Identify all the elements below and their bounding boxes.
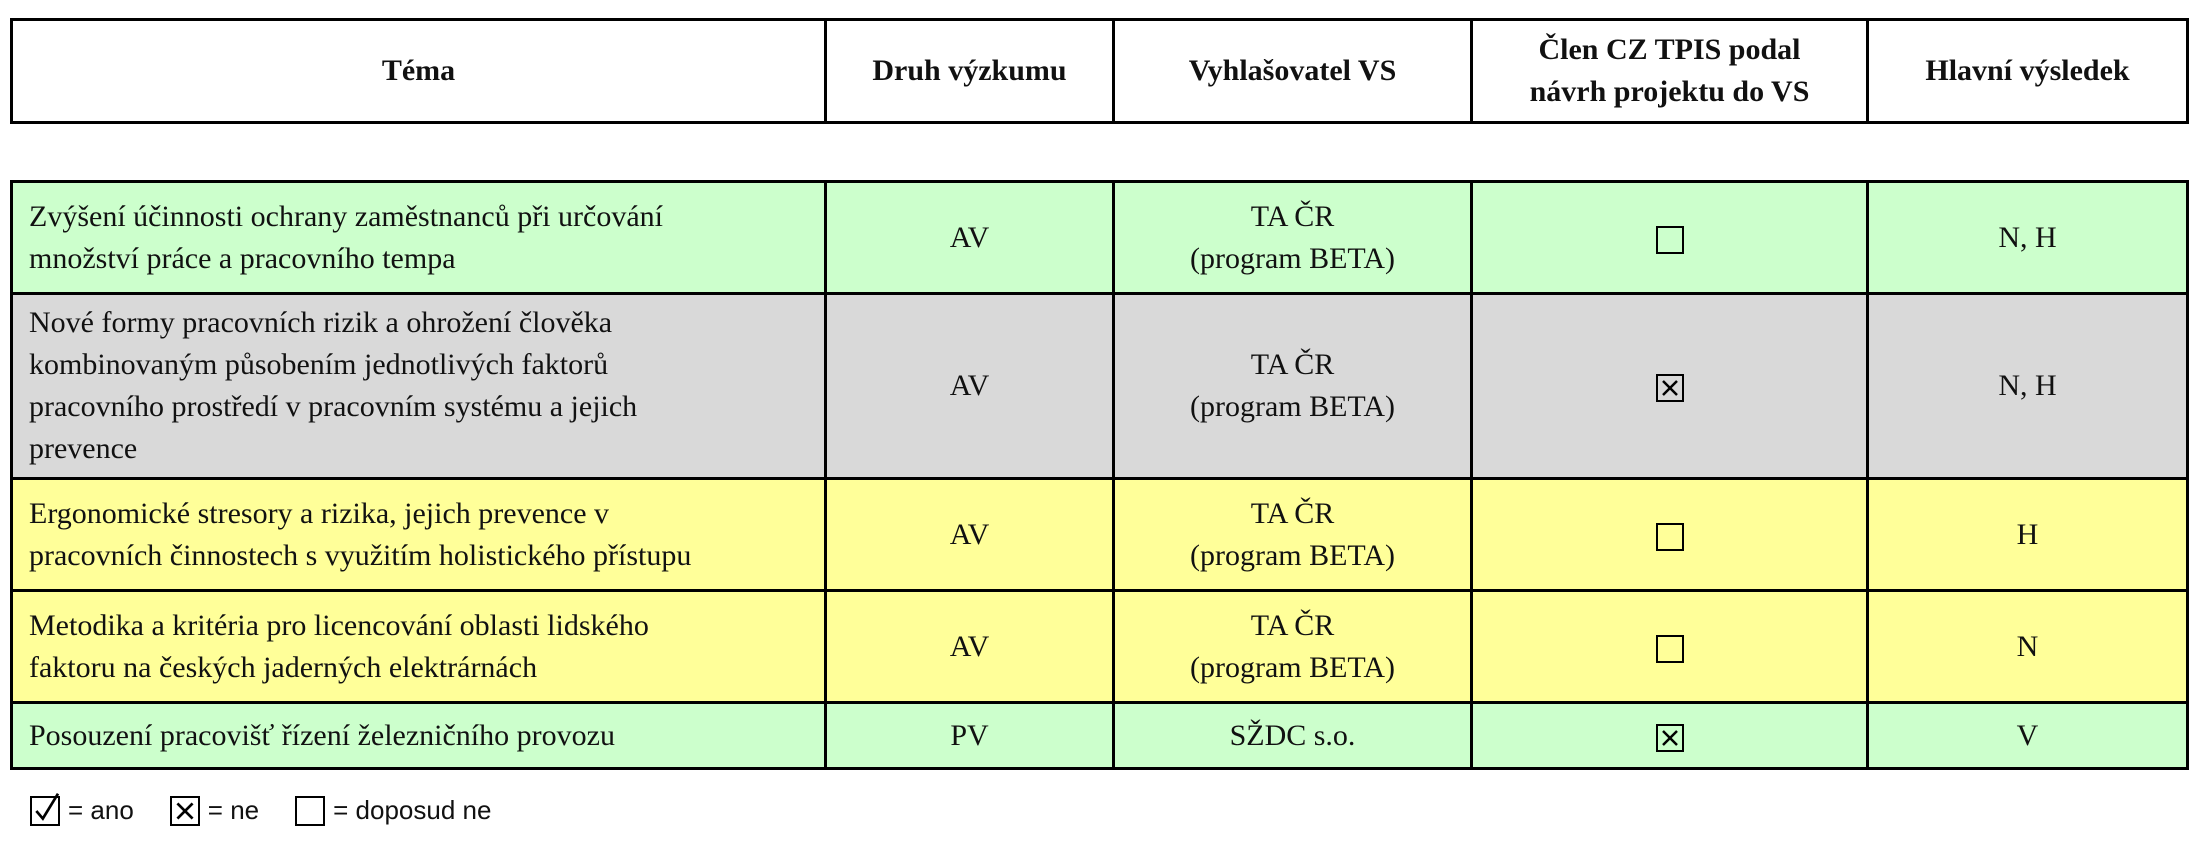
header-table bbox=[10, 18, 2189, 124]
empty-checkbox-icon bbox=[1656, 523, 1684, 551]
topic-line: Ergonomické stresory a rizika, jejich prevence v bbox=[29, 496, 610, 530]
x-checkbox-icon bbox=[170, 796, 200, 826]
topic-line: množství práce a pracovního tempa bbox=[29, 241, 456, 275]
type-cell: PV bbox=[826, 703, 1114, 769]
empty-checkbox-icon bbox=[295, 796, 325, 826]
result-cell: H bbox=[1868, 479, 2188, 591]
legend bbox=[30, 795, 527, 826]
announcer-line: TA ČR bbox=[1250, 608, 1335, 642]
result-cell: N bbox=[1868, 591, 2188, 703]
header-member-line2: návrh projektu do VS bbox=[1529, 75, 1810, 108]
header-row bbox=[12, 20, 2188, 123]
announcer-cell bbox=[1114, 479, 1472, 591]
announcer-line: (program BETA) bbox=[1189, 241, 1396, 275]
check-checkbox-icon bbox=[30, 796, 60, 826]
announcer-line: TA ČR bbox=[1250, 496, 1335, 530]
announcer-line: (program BETA) bbox=[1189, 650, 1396, 684]
announcer-cell bbox=[1114, 591, 1472, 703]
topic-line: Zvýšení účinnosti ochrany zaměstnanců při určování bbox=[29, 199, 663, 233]
topic-line: Posouzení pracovišť řízení železničního provozu bbox=[29, 718, 615, 752]
topic-cell bbox=[12, 294, 826, 479]
status-cell bbox=[1472, 703, 1868, 769]
result-cell: N, H bbox=[1868, 294, 2188, 479]
announcer-cell bbox=[1114, 182, 1472, 294]
header-member bbox=[1472, 20, 1868, 123]
type-cell: AV bbox=[826, 591, 1114, 703]
table-row bbox=[12, 703, 2188, 769]
header-announcer: Vyhlašovatel VS bbox=[1114, 20, 1472, 123]
topic-line: faktoru na českých jaderných elektrárnách bbox=[29, 650, 538, 684]
topic-line: Metodika a kritéria pro licencování oblasti lidského bbox=[29, 608, 649, 642]
type-cell: AV bbox=[826, 294, 1114, 479]
empty-checkbox-icon bbox=[1656, 226, 1684, 254]
empty-checkbox-icon bbox=[1656, 635, 1684, 663]
table-row bbox=[12, 294, 2188, 479]
legend-pending-label: = doposud ne bbox=[333, 795, 492, 825]
table-row bbox=[12, 479, 2188, 591]
status-cell bbox=[1472, 479, 1868, 591]
result-cell: N, H bbox=[1868, 182, 2188, 294]
legend-yes-label: = ano bbox=[68, 795, 134, 825]
topic-cell bbox=[12, 182, 826, 294]
type-cell: AV bbox=[826, 182, 1114, 294]
announcer-line: TA ČR bbox=[1250, 348, 1335, 381]
topic-line: pracovního prostředí v pracovním systému a jejich bbox=[29, 390, 638, 423]
announcer-line: (program BETA) bbox=[1189, 390, 1396, 423]
x-checkbox-icon bbox=[1656, 374, 1684, 402]
table-row bbox=[12, 591, 2188, 703]
status-cell bbox=[1472, 182, 1868, 294]
announcer-cell bbox=[1114, 294, 1472, 479]
result-cell: V bbox=[1868, 703, 2188, 769]
header-topic: Téma bbox=[12, 20, 826, 123]
announcer-cell: SŽDC s.o. bbox=[1114, 703, 1472, 769]
header-type: Druh výzkumu bbox=[826, 20, 1114, 123]
topic-cell bbox=[12, 591, 826, 703]
topic-line: Nové formy pracovních rizik a ohrožení člověka bbox=[29, 306, 613, 339]
projects-table bbox=[10, 180, 2189, 770]
table-row bbox=[12, 182, 2188, 294]
topic-line: pracovních činnostech s využitím holistického přístupu bbox=[29, 538, 692, 572]
topic-cell bbox=[12, 703, 826, 769]
topic-line: kombinovaným působením jednotlivých faktorů bbox=[29, 348, 609, 381]
x-checkbox-icon bbox=[1656, 724, 1684, 752]
topic-cell bbox=[12, 479, 826, 591]
legend-no bbox=[170, 795, 259, 826]
topic-line: prevence bbox=[29, 432, 138, 465]
legend-no-label: = ne bbox=[207, 795, 260, 825]
legend-yes bbox=[30, 795, 134, 826]
status-cell bbox=[1472, 294, 1868, 479]
header-result: Hlavní výsledek bbox=[1868, 20, 2188, 123]
status-cell bbox=[1472, 591, 1868, 703]
announcer-line: TA ČR bbox=[1250, 199, 1335, 233]
announcer-line: (program BETA) bbox=[1189, 538, 1396, 572]
legend-pending bbox=[295, 795, 491, 826]
type-cell: AV bbox=[826, 479, 1114, 591]
header-member-line1: Člen CZ TPIS podal bbox=[1538, 33, 1801, 66]
